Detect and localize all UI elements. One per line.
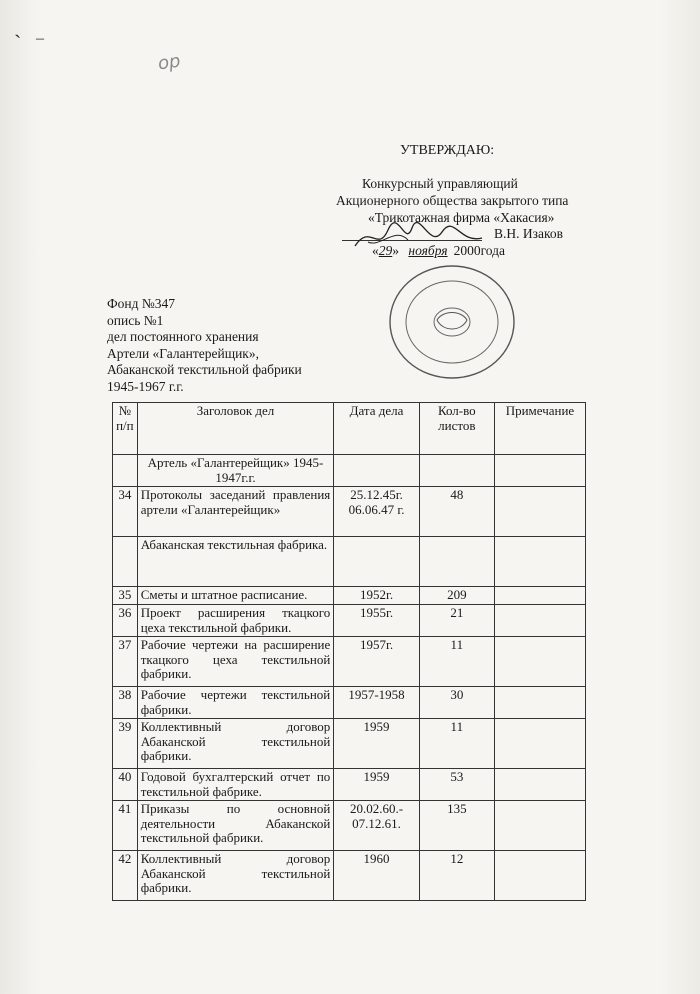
organization-1: Артели «Галантерейщик», (107, 345, 259, 361)
table-row (113, 587, 586, 605)
round-seal (385, 262, 520, 382)
organization-2: Абаканской текстильной фабрики (107, 362, 302, 377)
table-row (113, 851, 586, 901)
table-row (113, 801, 586, 851)
row-date: 1952г. (334, 587, 419, 605)
row-count: 135 (419, 801, 494, 851)
section-title: Артель «Галантерейщик» 1945-1947г.г. (137, 455, 334, 487)
row-date: 1959 (334, 719, 419, 769)
date-quote-open: « (372, 243, 379, 258)
date-day: 29 (378, 243, 393, 258)
row-count: 48 (419, 487, 494, 537)
date-quote-close: » (392, 243, 399, 258)
years-range: 1945-1967 г.г. (107, 378, 184, 394)
row-num: 37 (113, 637, 138, 687)
row-count: 53 (419, 769, 494, 801)
row-num: 41 (113, 801, 138, 851)
row-num: 34 (113, 487, 138, 537)
row-count: 11 (419, 719, 494, 769)
row-title: Приказы по основной деятельности Абаканской текстильной фабрики. (137, 801, 334, 851)
row-title: Коллективный договор Абаканской текстильной фабрики. (137, 851, 334, 901)
table-header-row (113, 403, 586, 455)
row-num: 42 (113, 851, 138, 901)
storage-type: дел постоянного хранения (107, 329, 259, 344)
section-title: Абаканская текстильная фабрика. (137, 537, 334, 587)
table-row (113, 769, 586, 801)
row-title: Годовой бухгалтерский отчет по текстильной фабрике. (137, 769, 334, 801)
row-title: Рабочие чертежи на расширение ткацкого цеха текстильной фабрики. (137, 637, 334, 687)
date-month: ноября (408, 243, 448, 258)
row-date: 20.02.60.- 07.12.61. (334, 801, 419, 851)
header-note: Примечание (494, 403, 585, 455)
row-num: 40 (113, 769, 138, 801)
approval-title: УТВЕРЖДАЮ: (400, 143, 495, 158)
approval-firm: «Трикотажная фирма «Хакасия» (368, 210, 555, 225)
header-date: Дата дела (334, 403, 419, 455)
date-year: 2000года (453, 243, 505, 258)
margin-tick-mark: ˋ (14, 30, 22, 55)
section-row (113, 537, 586, 587)
table-row (113, 637, 586, 687)
row-title: Рабочие чертежи текстильной фабрики. (137, 687, 334, 719)
approval-signer: В.Н. Изаков (494, 226, 563, 241)
row-num: 39 (113, 719, 138, 769)
section-row (113, 455, 586, 487)
row-num: 35 (113, 587, 138, 605)
row-date: 1957-1958 (334, 687, 419, 719)
row-date: 1959 (334, 769, 419, 801)
table-row (113, 487, 586, 537)
approval-position: Конкурсный управляющий (362, 176, 518, 191)
margin-dash-mark: – (36, 30, 44, 47)
row-count: 209 (419, 587, 494, 605)
row-count: 11 (419, 637, 494, 687)
inventory-number: опись №1 (107, 312, 164, 328)
row-date: 25.12.45г. 06.06.47 г. (334, 487, 419, 537)
approval-company: Акционерного общества закрытого типа (336, 193, 569, 208)
row-title: Проект расширения ткацкого цеха текстильной фабрики. (137, 605, 334, 637)
row-date: 1960 (334, 851, 419, 901)
row-title: Коллективный договор Абаканской текстильной фабрики. (137, 719, 334, 769)
row-title: Сметы и штатное расписание. (137, 587, 334, 605)
row-date: 1955г. (334, 605, 419, 637)
pencil-mark: ор (156, 50, 182, 75)
table-row (113, 605, 586, 637)
fond-header (107, 296, 302, 395)
row-num: 38 (113, 687, 138, 719)
row-count: 30 (419, 687, 494, 719)
register-table (112, 402, 586, 901)
row-num: 36 (113, 605, 138, 637)
header-num: № п/п (113, 403, 138, 455)
table-row (113, 719, 586, 769)
row-date: 1957г. (334, 637, 419, 687)
header-title: Заголовок дел (137, 403, 334, 455)
signature-scribble (350, 218, 490, 258)
fond-number: Фонд №347 (107, 296, 176, 311)
table-row (113, 687, 586, 719)
header-count: Кол-во листов (419, 403, 494, 455)
row-count: 21 (419, 605, 494, 637)
row-count: 12 (419, 851, 494, 901)
row-title: Протоколы заседаний правления артели «Галантерейщик» (137, 487, 334, 537)
